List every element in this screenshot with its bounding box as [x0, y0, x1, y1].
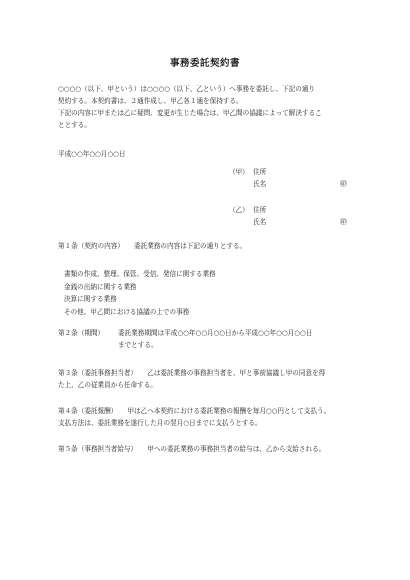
intro-line: ととする。	[58, 121, 91, 129]
article-4-line: 甲は乙へ本契約における委託業務の報酬を毎月○○円として支払う。	[127, 407, 331, 415]
party-a-block	[229, 166, 266, 190]
article-1-heading: 第１条（契約の内容）	[58, 242, 124, 250]
party-a-name-row	[229, 178, 266, 190]
article-3-heading: 第３条（委託事務担当者）	[58, 369, 138, 377]
article-2-body	[118, 327, 388, 351]
party-b-seal: ㊞	[340, 218, 347, 226]
article-4	[58, 405, 378, 429]
article-1	[58, 240, 378, 252]
party-b-label: （乙）	[229, 206, 249, 214]
party-a-name-key: 氏名	[253, 180, 267, 188]
article-2-line: 委託業務期間は平成○○年○○月○○日から平成○○年○○月○○日	[118, 329, 313, 337]
article-2-heading: 第２条（期間）	[58, 329, 105, 337]
contract-date: 平成○○年○○月○○日	[58, 150, 126, 158]
article-5-heading: 第５条（事務担当者給与）	[58, 445, 138, 453]
duty-item: 書類の作成、整理、保管、受信、発信に関する業務	[64, 270, 216, 278]
document-title: 事務委託契約書	[169, 58, 240, 69]
article-5	[58, 443, 378, 455]
party-b-block	[229, 204, 266, 228]
article-1-text: 委託業務の内容は下記の通りとする。	[134, 242, 247, 250]
intro-line: 下記の内容に甲または乙に疑問、変更が生じた場合は、甲乙間の協議によって解決するこ	[58, 109, 322, 117]
article-3	[58, 367, 378, 391]
party-a-address-row	[229, 166, 266, 178]
duty-item: 金銭の出納に関する業務	[64, 282, 137, 291]
intro-line: 契約する。本契約書は、２通作成し、甲乙各１通を保持する。	[58, 97, 243, 105]
party-a-seal: ㊞	[340, 180, 347, 188]
duty-item: 決算に関する業務	[64, 295, 117, 303]
article-2-line: までとする。	[118, 341, 158, 349]
party-b-address-key: 住所	[253, 206, 267, 214]
duty-list	[64, 268, 216, 318]
article-4-cont: 支払方法は、委託業務を遂行した月の翌月○日までに支払うとする。	[58, 419, 262, 427]
article-5-line: 甲への委託業務の事務担当者の給与は、乙から支給される。	[147, 445, 326, 453]
party-b-name-row	[229, 216, 266, 228]
party-b-name-key: 氏名	[253, 218, 267, 226]
intro-paragraph	[58, 83, 376, 131]
article-3-cont: た上、乙の従業員から任命する。	[58, 381, 157, 389]
duty-item: その他、甲乙間における協議の上での事務	[64, 307, 190, 316]
intro-line: ○○○○（以下、甲という）は○○○○（以下、乙という）へ事務を委託し、下記の通り	[58, 85, 316, 93]
party-a-address-key: 住所	[253, 168, 267, 176]
article-4-heading: 第４条（委託報酬）	[58, 407, 118, 415]
article-3-line: 乙は委託業務の事務担当者を、甲と事前協議し甲の同意を得	[147, 369, 326, 377]
party-a-label: （甲）	[229, 168, 249, 176]
article-2	[58, 327, 378, 353]
party-b-address-row	[229, 204, 266, 216]
